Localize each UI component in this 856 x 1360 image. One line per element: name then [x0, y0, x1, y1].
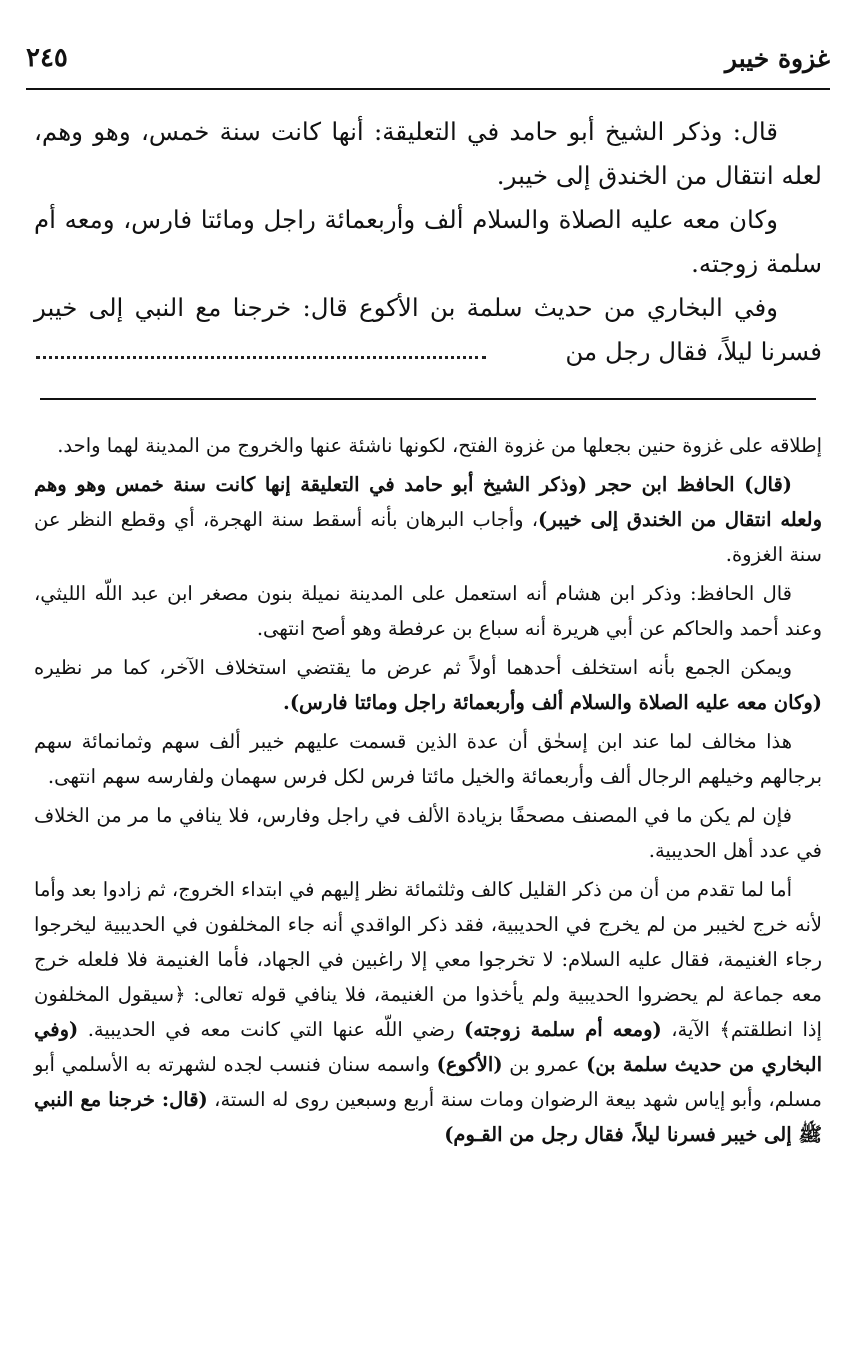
commentary-span: واسمه سنان فنسب لجده لشهرته به الأسلمي أبو مسلم، وأبو إياس شهد بيعة الرضوان ومات سنة أربع وسبعين روى له الستة،	[34, 1053, 822, 1111]
quoted-main-text: (وكان معه عليه الصلاة والسلام ألف وأربعمائة راجل ومائتا فارس).	[283, 691, 822, 714]
commentary-span: رضي اللّه عنها التي كانت معه في الحديبية.	[78, 1018, 465, 1041]
commentary-span: عمرو بن	[502, 1053, 587, 1076]
dotted-leader	[36, 346, 486, 359]
quoted-main-text: (وفي البخاري من حديث سلمة بن)	[34, 1018, 823, 1076]
page-number: ٢٤٥	[26, 43, 68, 73]
separator-line	[40, 398, 816, 400]
commentary-text	[34, 428, 822, 1156]
commentary-span: أما لما تقدم من أن من ذكر القليل كالف وثلثمائة نظر إليهم في ابتداء الخروج، ثم زادوا بعد وأما لأنه خرج لخيبر من لم يخرج في الحديبية، فقد ذكر الواقدي أنه جاء المخلفون في الحديبية ليخرجوا رجاء الغنيمة، فقال عليه السلام: لا تخرجوا معي إلا راغبين في الجهاد، فأما الغنيمة فلا فلعله خرج معه جماعة لم يحضروا الحديبية ولم يأخذوا من الغنيمة، فلا ينافي قوله تعالى: ﴿سيقول المخلفون إذا انطلقتم﴾ الآية،	[34, 878, 822, 1041]
main-paragraph: قال: وذكر الشيخ أبو حامد في التعليقة: أنها كانت سنة خمس، وهو وهم، لعله انتقال من الخندق إلى خيبر.	[34, 117, 822, 190]
page-header	[26, 28, 830, 90]
commentary-paragraph: قال الحافظ: وذكر ابن هشام أنه استعمل على المدينة نميلة بنون مصغر ابن عبد اللّه الليثي، وعند أحمد والحاكم عن أبي هريرة أنه سباع بن عرفطة وهو أصح انتهى.	[34, 582, 822, 640]
quoted-phrase: (قال) الحافظ ابن حجر	[587, 473, 792, 496]
main-paragraph: وفي البخاري من حديث سلمة بن الأكوع قال: خرجنا مع النبي إلى خيبر فسرنا ليلاً، فقال رجل من	[34, 293, 822, 366]
main-text	[34, 110, 822, 374]
quoted-main-text: (الأكوع)	[436, 1053, 503, 1076]
commentary-paragraph: فإن لم يكن ما في المصنف مصحفًا بزيادة الألف في راجل وفارس، فلا ينافي ما مر من الخلاف في عدد أهل الحديبية.	[34, 804, 822, 862]
main-paragraph: وكان معه عليه الصلاة والسلام ألف وأربعمائة راجل ومائتا فارس، ومعه أم سلمة زوجته.	[34, 205, 822, 278]
commentary-paragraph: هذا مخالف لما عند ابن إسحٰق أن عدة الذين قسمت عليهم خيبر ألف سهم وثمانمائة سهم برجالهم وخيلهم الرجال ألف وأربعمائة والخيل مائتا فرس لكل فرس سهمان ولفارسه سهم انتهى.	[34, 730, 822, 788]
chapter-title: غزوة خيبر	[724, 43, 830, 73]
commentary-paragraph	[34, 650, 822, 720]
quoted-main-text: (قال: خرجنا مع النبي ﷺ إلى خيبر فسرنا ليلاً، فقال رجل من القـوم)	[34, 1088, 822, 1146]
commentary-span: ويمكن الجمع بأنه استخلف أحدهما أولاً ثم عرض ما يقتضي استخلاف الآخر، كما مر نظيره	[34, 656, 792, 679]
commentary-paragraph	[34, 872, 822, 1152]
quoted-main-text: (ومعه أم سلمة زوجته)	[464, 1018, 662, 1041]
commentary-span: ، وأجاب البرهان بأنه أسقط سنة الهجرة، أي وقطع النظر عن سنة الغزوة.	[34, 508, 822, 566]
commentary-paragraph	[34, 467, 822, 572]
commentary-paragraph: إطلاقه على غزوة حنين بجعلها من غزوة الفتح، لكونها ناشئة عنها والخروج من المدينة لهما واحد.	[57, 434, 822, 457]
quoted-main-text: (وذكر الشيخ أبو حامد في التعليقة إنها كانت سنة خمس وهو وهم ولعله انتقال من الخندق إلى خيبر)	[34, 473, 822, 531]
